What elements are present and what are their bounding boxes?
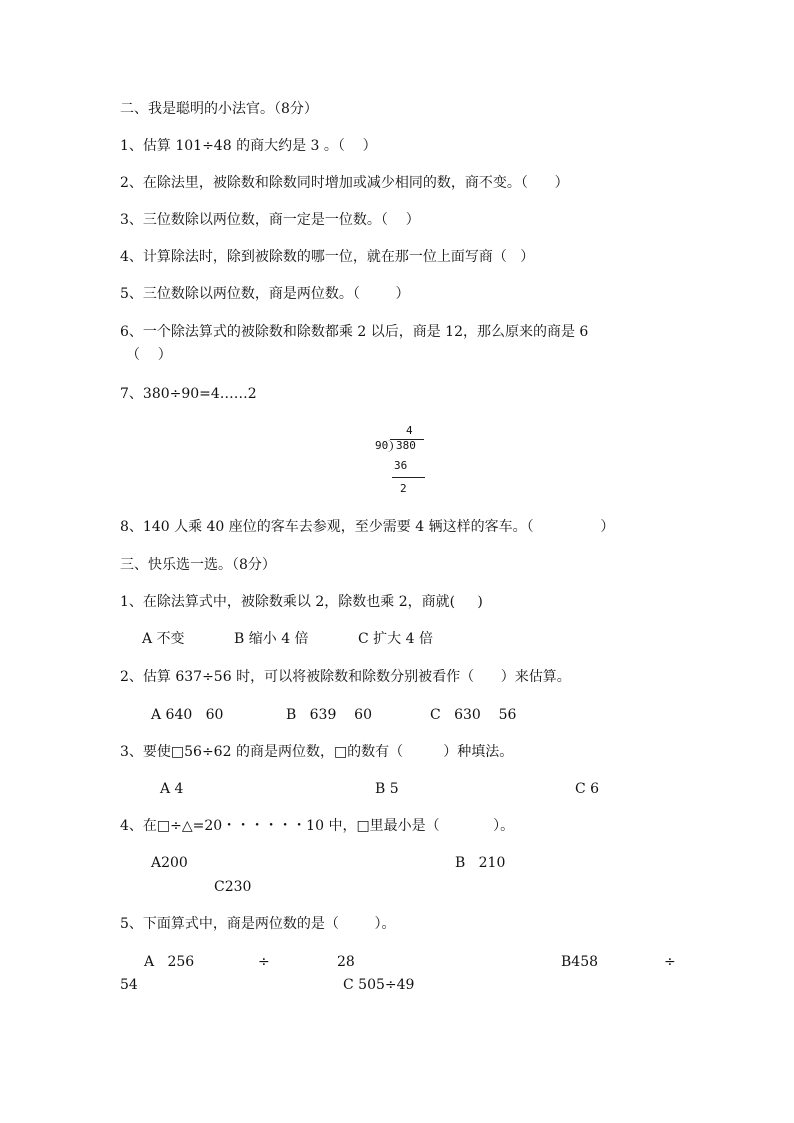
question-2-3: 3、三位数除以两位数，商一定是一位数。（ ） <box>120 212 420 228</box>
question-3-5: 5、下面算式中，商是两位数的是（ ）。 <box>120 916 396 932</box>
option-3-1-a: A 不变 <box>142 631 185 647</box>
option-3-5-a-part3: 28 <box>337 954 355 970</box>
question-2-2: 2、在除法里，被除数和除数同时增加或减少相同的数，商不变。（ ） <box>120 175 569 191</box>
section-2-title: 二、我是聪明的小法官。（8分） <box>120 101 318 117</box>
option-3-3-a: A 4 <box>160 781 184 797</box>
option-3-4-b: B 210 <box>455 855 506 871</box>
ld-bracket <box>387 440 393 452</box>
question-2-5: 5、三位数除以两位数，商是两位数。（ ） <box>120 286 410 302</box>
option-3-1-b: B 缩小 4 倍 <box>234 631 309 647</box>
option-3-5-c: C 505÷49 <box>343 977 415 993</box>
ld-product: 36 <box>394 459 408 472</box>
option-3-5-a-part1: A 256 <box>144 954 195 970</box>
question-3-1: 1、在除法算式中，被除数乘以 2，除数也乘 2，商就( ) <box>120 594 483 610</box>
option-3-2-c: C 630 56 <box>430 707 517 723</box>
option-3-3-c: C 6 <box>575 781 600 797</box>
question-2-4: 4、计算除法时，除到被除数的哪一位，就在那一位上面写商（ ） <box>120 249 535 265</box>
question-2-7: 7、380÷90=4……2 <box>120 386 257 402</box>
ld-quotient: 4 <box>406 424 413 437</box>
ld-subtract-line <box>392 477 425 478</box>
question-3-2: 2、估算 637÷56 时，可以将被除数和除数分别被看作（ ）来估算。 <box>120 669 571 685</box>
question-2-8: 8、140 人乘 40 座位的客车去参观，至少需要 4 辆这样的客车。（ ） <box>120 519 615 535</box>
option-3-5-a-part2: ÷ <box>258 954 270 970</box>
option-3-5-b-part3: 54 <box>120 977 138 993</box>
option-3-2-b: B 639 60 <box>286 707 372 723</box>
option-3-2-a: A 640 60 <box>151 707 224 723</box>
ld-remainder: 2 <box>400 482 407 495</box>
ld-divisor: 90 <box>375 439 389 452</box>
option-3-5-b-part1: B458 <box>561 954 599 970</box>
question-2-1: 1、估算 101÷48 的商大约是 3 。（ ） <box>120 138 377 154</box>
section-3-title: 三、快乐选一选。（8分） <box>120 557 276 573</box>
option-3-5-b-part2: ÷ <box>664 954 676 970</box>
option-3-1-c: C 扩大 4 倍 <box>358 631 433 647</box>
question-2-6: 6、一个除法算式的被除数和除数都乘 2 以后，商是 12，那么原来的商是 6 <box>120 324 589 340</box>
option-3-3-b: B 5 <box>375 781 399 797</box>
ld-dividend: 380 <box>396 439 416 452</box>
question-2-6-bracket: （ ） <box>126 347 172 363</box>
option-3-4-c: C230 <box>214 879 252 895</box>
question-3-4: 4、在□÷△=20・・・・・・10 中，□里最小是（ ）。 <box>120 818 515 834</box>
question-3-3: 3、要使□56÷62 的商是两位数，□的数有（ ）种填法。 <box>120 744 514 760</box>
option-3-4-a: A200 <box>151 855 188 871</box>
